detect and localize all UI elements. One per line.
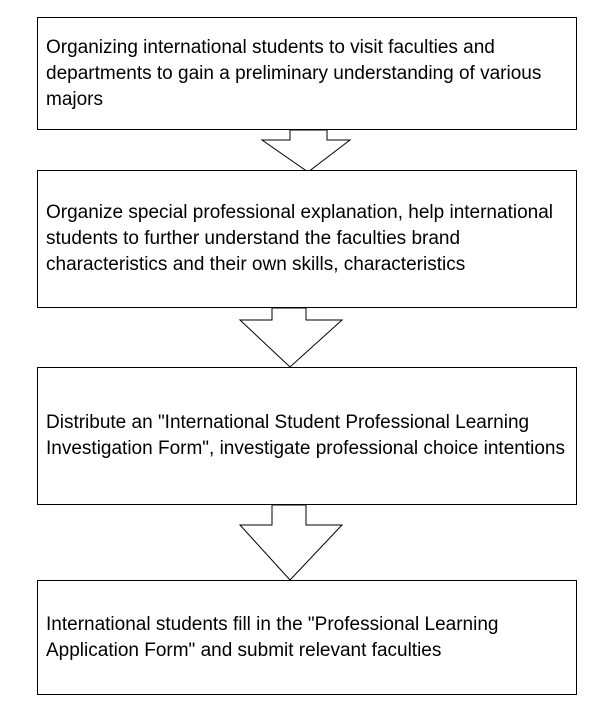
step-text-4: International students fill in the "Professional Learning Application Form" and submit relevant faculties <box>46 613 499 661</box>
down-arrow-1-2 <box>262 130 350 172</box>
step-box-4 <box>37 580 577 695</box>
down-arrow-3-4 <box>240 505 342 580</box>
step-text-3: Distribute an "International Student Professional Learning Investigation Form", investigate professional choice intentions <box>46 412 565 459</box>
step-text-1: Organizing international students to visit faculties and departments to gain a preliminary understanding of various majors <box>46 36 542 110</box>
step-box-2 <box>37 170 577 308</box>
down-arrow-2-3 <box>240 308 342 367</box>
step-box-1 <box>37 17 577 130</box>
step-box-3 <box>37 367 577 505</box>
step-text-2: Organize special professional explanation, help international students to further understand the faculties brand characteristics and their own skills, characteristics <box>46 202 553 275</box>
